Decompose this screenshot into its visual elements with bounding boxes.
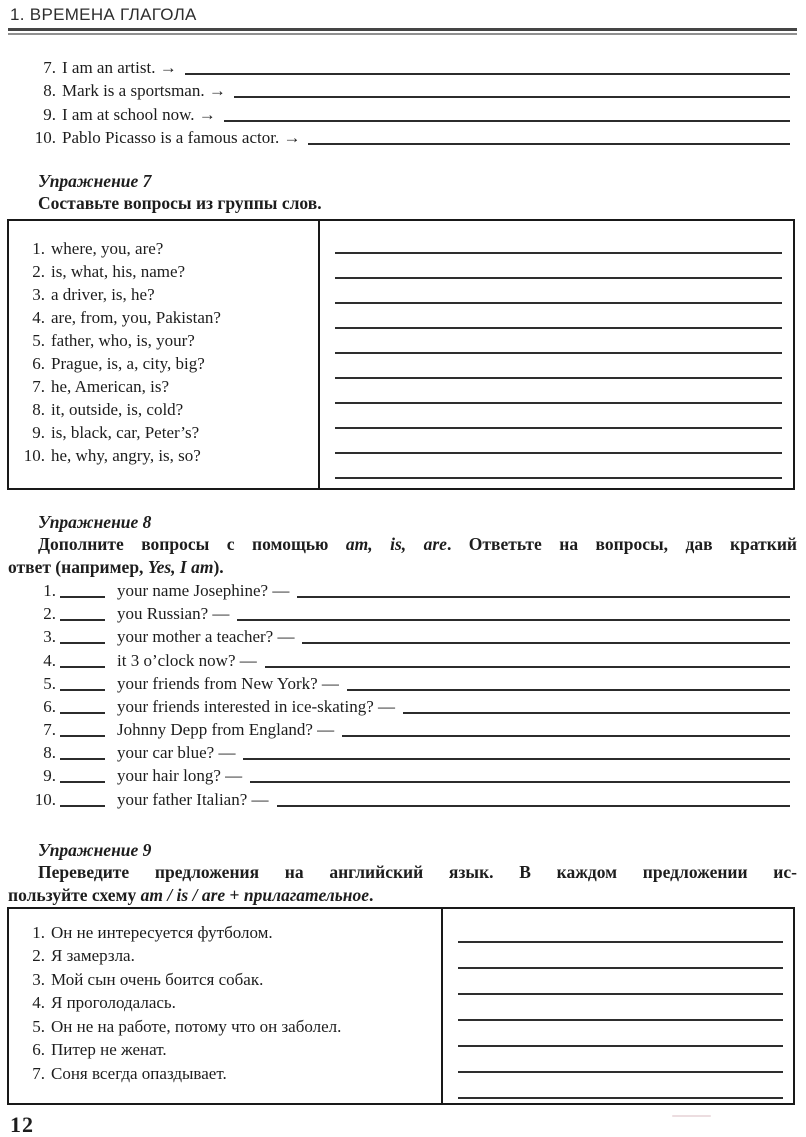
- ex8-questions-list: [0, 579, 790, 811]
- answer-line: [403, 712, 790, 714]
- answer-line: [237, 619, 790, 621]
- ex7-instruction: Составьте вопросы из группы слов.: [38, 192, 322, 213]
- question-row: [0, 741, 790, 764]
- answer-line: [335, 304, 782, 329]
- item-number: 1.: [32, 238, 45, 258]
- item-text: Соня всегда опаздывает.: [51, 1063, 227, 1083]
- answer-line: [335, 404, 782, 429]
- header-rule-thick: [8, 28, 797, 31]
- rewrite-sentence-row: [0, 56, 790, 79]
- answer-line: [335, 329, 782, 354]
- item-number: 6.: [32, 1040, 45, 1060]
- question-row: [0, 672, 790, 695]
- item-number: 1.: [32, 922, 45, 942]
- question-row: [0, 625, 790, 648]
- instruction-italic-text: am, is, are: [345, 533, 447, 554]
- answer-line: [335, 454, 782, 479]
- item-text: Pablo Picasso is a famous actor. →: [62, 127, 301, 147]
- item-text: your father Italian? —: [117, 789, 269, 809]
- rewrite-sentences-list: [0, 56, 790, 149]
- item-text: your car blue? —: [117, 743, 236, 763]
- verb-blank-line: [60, 642, 105, 644]
- item-number: 4.: [32, 993, 45, 1013]
- ex9-instruction-line1: [8, 861, 797, 884]
- header-rule-thin: [8, 33, 797, 35]
- item-number: 4.: [43, 650, 56, 670]
- instruction-text: Переведите предложения на английский язык. В каждом предложении ис-: [38, 861, 797, 882]
- verb-blank-line: [60, 758, 105, 760]
- answer-line: [335, 229, 782, 254]
- verb-blank-line: [60, 712, 105, 714]
- item-number: 5.: [43, 673, 56, 693]
- item-number: 7.: [32, 1063, 45, 1083]
- item-number: 7.: [43, 58, 56, 78]
- instruction-text: Дополните вопросы с помощью: [38, 533, 346, 554]
- item-text: your mother a teacher? —: [117, 627, 295, 647]
- item-text: is, what, his, name?: [51, 261, 186, 281]
- item-text: your friends interested in ice-skating? —: [117, 696, 396, 716]
- item-number: 3.: [32, 284, 45, 304]
- page-number: 12: [10, 1111, 34, 1137]
- question-row: [0, 764, 790, 787]
- verb-blank-line: [60, 619, 105, 621]
- word-group-row: [9, 260, 318, 283]
- item-text: a driver, is, he?: [51, 284, 155, 304]
- answer-line: [335, 429, 782, 454]
- item-text: Mark is a sportsman. →: [62, 81, 226, 101]
- word-group-row: [9, 283, 318, 306]
- ex9-instruction-line2: [8, 884, 797, 907]
- question-row: [0, 579, 790, 602]
- item-text: Я замерзла.: [51, 946, 135, 966]
- item-number: 3.: [32, 969, 45, 989]
- item-number: 10.: [34, 127, 56, 147]
- rewrite-sentence-row: [0, 102, 790, 125]
- item-text: he, why, angry, is, so?: [51, 445, 201, 465]
- verb-blank-line: [60, 666, 105, 668]
- ex7-table: [7, 219, 795, 490]
- word-group-row: [9, 352, 318, 375]
- workbook-page: [0, 5, 806, 1137]
- item-text: you Russian? —: [117, 604, 230, 624]
- instruction-text: ответ (например,: [8, 556, 148, 577]
- item-text: Питер не женат.: [51, 1040, 167, 1060]
- sentence-row: [9, 1015, 441, 1039]
- question-row: [0, 695, 790, 718]
- word-group-row: [9, 306, 318, 329]
- item-text: father, who, is, your?: [51, 330, 195, 350]
- answer-line: [458, 969, 783, 995]
- item-number: 9.: [32, 422, 45, 442]
- answer-line: [335, 354, 782, 379]
- instruction-text: ).: [213, 556, 224, 577]
- sentence-row: [9, 1038, 441, 1062]
- sentence-row: [9, 944, 441, 968]
- verb-blank-line: [60, 596, 105, 598]
- item-number: 10.: [23, 445, 45, 465]
- ex7-title: Упражнение 7: [38, 170, 152, 191]
- ex9-sentences-column: [9, 909, 443, 1103]
- item-text: your hair long? —: [117, 766, 243, 786]
- answer-line: [342, 735, 790, 737]
- instruction-italic-text: прилагательное: [243, 884, 369, 905]
- question-row: [0, 648, 790, 671]
- sentence-row: [9, 968, 441, 992]
- item-text: where, you, are?: [51, 238, 164, 258]
- item-text: it, outside, is, cold?: [51, 399, 184, 419]
- verb-blank-line: [60, 735, 105, 737]
- item-number: 5.: [32, 330, 45, 350]
- rewrite-sentence-row: [0, 79, 790, 102]
- item-number: 2.: [32, 261, 45, 281]
- item-text: I am an artist. →: [62, 58, 177, 78]
- instruction-italic-text: Yes, I am: [147, 556, 214, 577]
- item-text: he, American, is?: [51, 376, 170, 396]
- chapter-header: 1. ВРЕМЕНА ГЛАГОЛА: [10, 5, 197, 24]
- item-text: Мой сын очень боится собак.: [51, 969, 264, 989]
- item-number: 1.: [43, 580, 56, 600]
- item-number: 6.: [43, 696, 56, 716]
- question-row: [0, 602, 790, 625]
- print-artifact: [672, 1115, 711, 1117]
- instruction-text: +: [225, 884, 244, 905]
- ex7-word-groups-column: [9, 221, 320, 488]
- answer-line: [185, 73, 790, 75]
- item-text: Он не интересуется футболом.: [51, 922, 273, 942]
- item-number: 7.: [43, 720, 56, 740]
- answer-line: [243, 758, 790, 760]
- ex9-title: Упражнение 9: [38, 839, 152, 860]
- answer-line: [458, 1021, 783, 1047]
- answer-line: [458, 943, 783, 969]
- ex8-instruction: [8, 533, 797, 579]
- item-number: 8.: [43, 81, 56, 101]
- word-group-row: [9, 421, 318, 444]
- ex8-instruction-line1: [8, 533, 797, 556]
- question-row: [0, 787, 790, 810]
- word-group-row: [9, 398, 318, 421]
- answer-line: [335, 379, 782, 404]
- item-number: 2.: [32, 946, 45, 966]
- item-number: 4.: [32, 307, 45, 327]
- answer-line: [308, 143, 790, 145]
- rewrite-sentence-row: [0, 126, 790, 149]
- answer-line: [335, 254, 782, 279]
- item-number: 7.: [32, 376, 45, 396]
- instruction-text: .: [369, 884, 374, 905]
- item-number: 9.: [43, 766, 56, 786]
- item-text: Я проголодалась.: [51, 993, 176, 1013]
- ex8-title: Упражнение 8: [38, 511, 152, 532]
- answer-line: [347, 689, 790, 691]
- verb-blank-line: [60, 689, 105, 691]
- item-number: 10.: [34, 789, 56, 809]
- instruction-text: . Ответьте на вопросы, дав краткий: [446, 533, 797, 554]
- sentence-row: [9, 1062, 441, 1086]
- item-number: 5.: [32, 1016, 45, 1036]
- word-group-row: [9, 375, 318, 398]
- ex8-instruction-line2: [8, 556, 797, 579]
- sentence-row: [9, 991, 441, 1015]
- answer-line: [458, 1047, 783, 1073]
- answer-line: [458, 1073, 783, 1099]
- ex9-instruction: [8, 861, 797, 907]
- item-text: your name Josephine? —: [117, 580, 290, 600]
- item-text: is, black, car, Peter’s?: [51, 422, 200, 442]
- answer-line: [335, 279, 782, 304]
- answer-line: [458, 917, 783, 943]
- item-text: I am at school now. →: [62, 104, 216, 124]
- word-group-row: [9, 444, 318, 467]
- question-row: [0, 718, 790, 741]
- verb-blank-line: [60, 781, 105, 783]
- item-number: 6.: [32, 353, 45, 373]
- item-text: it 3 o’clock now? —: [117, 650, 257, 670]
- answer-line: [297, 596, 790, 598]
- answer-line: [277, 805, 790, 807]
- item-number: 3.: [43, 627, 56, 647]
- answer-line: [224, 120, 790, 122]
- word-group-row: [9, 237, 318, 260]
- item-text: your friends from New York? —: [117, 673, 339, 693]
- answer-line: [302, 642, 790, 644]
- item-number: 8.: [32, 399, 45, 419]
- instruction-text: пользуйте схему: [8, 884, 141, 905]
- verb-blank-line: [60, 805, 105, 807]
- answer-line: [250, 781, 790, 783]
- ex7-answers-column: [320, 221, 793, 488]
- item-text: are, from, you, Pakistan?: [51, 307, 221, 327]
- item-number: 9.: [43, 104, 56, 124]
- item-number: 8.: [43, 743, 56, 763]
- item-text: Johnny Depp from England? —: [117, 720, 335, 740]
- sentence-row: [9, 921, 441, 945]
- word-group-row: [9, 329, 318, 352]
- answer-line: [458, 995, 783, 1021]
- item-text: Он не на работе, потому что он заболел.: [51, 1016, 342, 1036]
- ex9-table: [7, 907, 795, 1105]
- instruction-italic-text: am / is / are: [140, 884, 226, 905]
- answer-line: [234, 96, 790, 98]
- answer-line: [265, 666, 790, 668]
- item-number: 2.: [43, 604, 56, 624]
- item-text: Prague, is, a, city, big?: [51, 353, 205, 373]
- ex9-answers-column: [443, 909, 793, 1103]
